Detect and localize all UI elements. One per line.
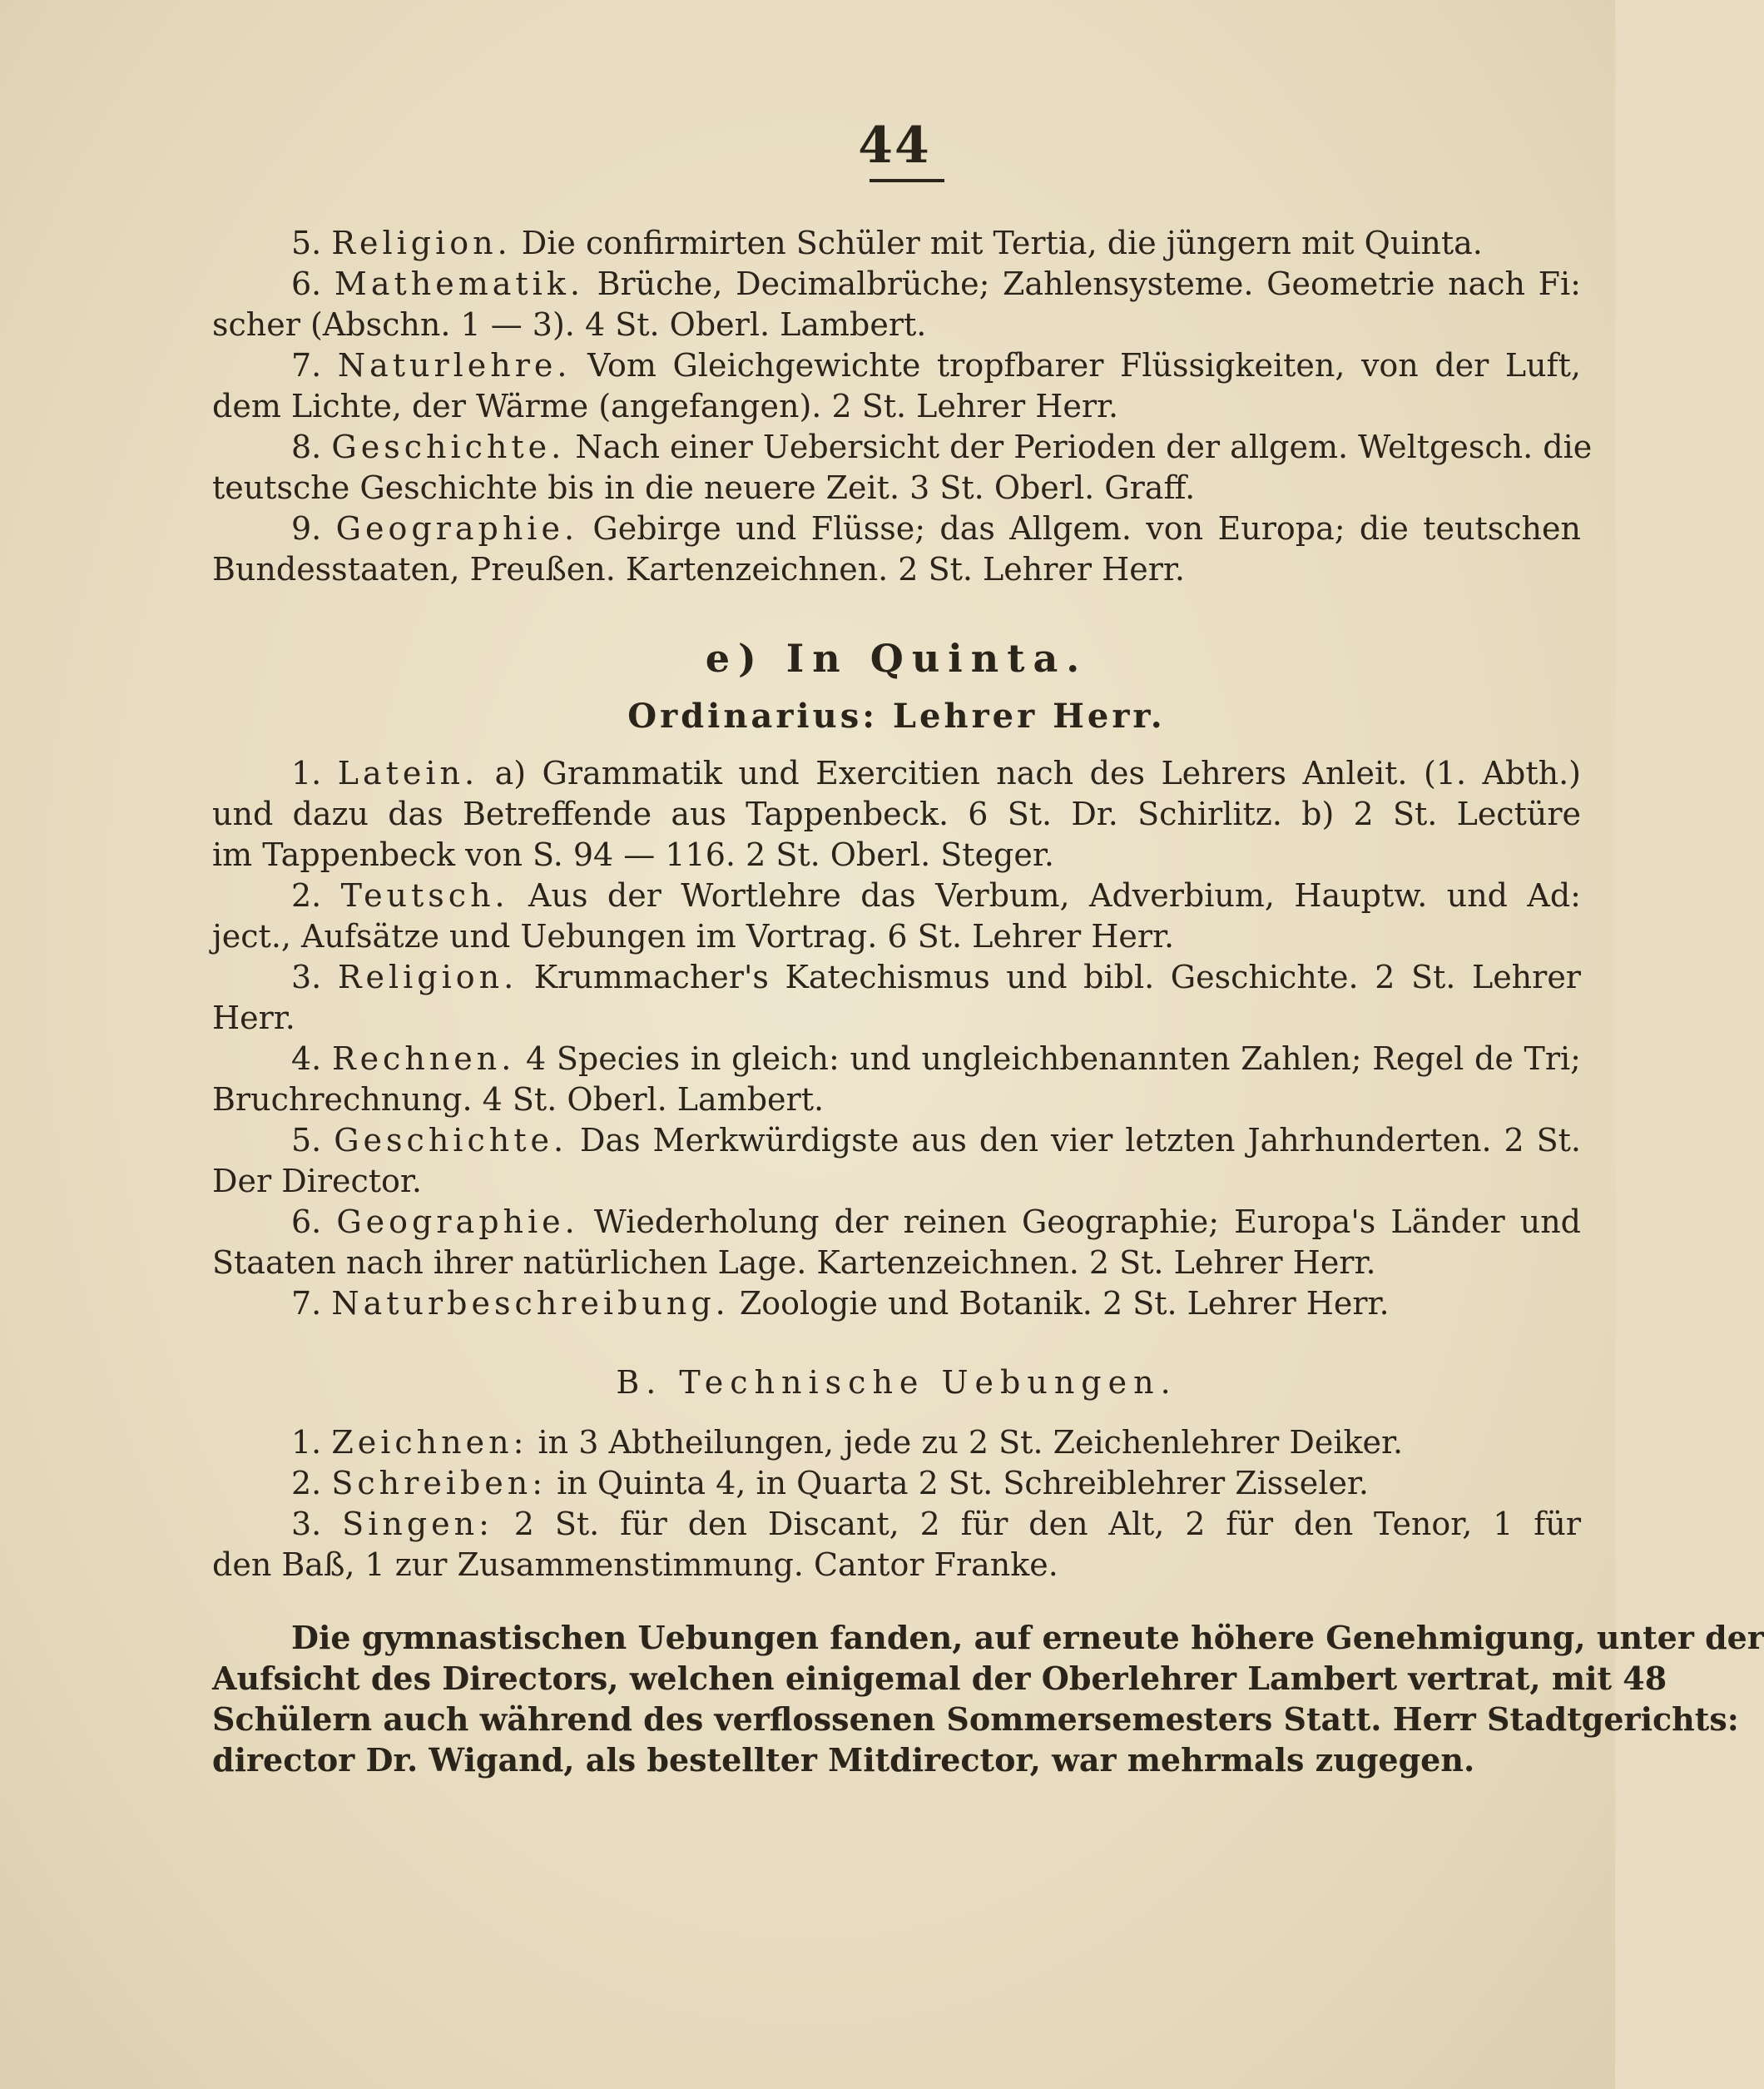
item-number: 2. — [291, 877, 322, 914]
item-number: 6. — [291, 1203, 322, 1240]
list-item — [212, 1039, 1581, 1120]
item-number: 1. — [291, 1424, 322, 1461]
item-text: teutsche Geschichte bis in die neuere Zeit. 3 St. Oberl. Graff. — [212, 469, 1196, 506]
list-item — [212, 1283, 1581, 1324]
item-number: 8. — [291, 429, 322, 465]
item-first-line — [212, 427, 1593, 468]
item-text: Das Merkwürdigste aus den vier letzten Jahrhunderten. 2 St. — [580, 1122, 1581, 1159]
list-item — [212, 345, 1581, 427]
list-item — [212, 1422, 1581, 1463]
section-heading-technical-exercises: B. Technische Uebungen. — [616, 1364, 1177, 1401]
item-subject: Geographie. — [336, 1203, 579, 1240]
item-text: Staaten nach ihrer natürlichen Lage. Kartenzeichnen. 2 St. Lehrer Herr. — [212, 1244, 1376, 1281]
item-text: Gebirge und Flüsse; das Allgem. von Europa; die teutschen — [592, 510, 1581, 547]
item-subject: Zeichnen: — [331, 1424, 528, 1461]
page-number: 44 — [858, 117, 931, 175]
item-first-line — [212, 1463, 1581, 1504]
item-text: Wiederholung der reinen Geographie; Europa's Länder und — [593, 1203, 1581, 1240]
item-continuation-line — [212, 1545, 1581, 1585]
item-continuation-line — [212, 835, 1581, 876]
paragraph-gap — [212, 1585, 1581, 1617]
item-subject: Geographie. — [335, 510, 579, 547]
list-item — [212, 509, 1581, 590]
item-first-line — [212, 1422, 1581, 1463]
item-text: Vom Gleichgewichte tropfbarer Flüssigkeiten, von der Luft, — [587, 347, 1581, 384]
item-text: dem Lichte, der Wärme (angefangen). 2 St. Lehrer Herr. — [212, 388, 1119, 424]
item-text: im Tappenbeck von S. 94 — 116. 2 St. Oberl. Steger. — [212, 836, 1054, 873]
item-continuation-line — [212, 549, 1581, 590]
item-number: 5. — [291, 225, 322, 261]
item-continuation-line — [212, 1243, 1581, 1283]
item-first-line — [212, 957, 1581, 998]
list-item — [212, 1120, 1581, 1202]
item-text: Krummacher's Katechismus und bibl. Geschichte. 2 St. Lehrer — [533, 959, 1581, 995]
item-text: Brüche, Decimalbrüche; Zahlensysteme. Geometrie nach Fi: — [597, 265, 1581, 302]
technical-exercise-list — [212, 1422, 1581, 1585]
item-subject: Naturbeschreibung. — [331, 1285, 730, 1322]
item-number: 3. — [291, 1506, 322, 1542]
item-subject: Rechnen. — [331, 1040, 516, 1077]
item-text: Aus der Wortlehre das Verbum, Adverbium, Hauptw. und Ad: — [528, 877, 1581, 914]
item-number: 9. — [291, 510, 322, 547]
item-first-line — [212, 876, 1581, 916]
item-first-line — [212, 1120, 1581, 1161]
item-first-line — [212, 1283, 1581, 1324]
list-item — [212, 1463, 1581, 1504]
item-text: Zoologie und Botanik. 2 St. Lehrer Herr. — [739, 1285, 1390, 1322]
item-subject: Religion. — [331, 225, 512, 261]
item-first-line — [212, 1202, 1581, 1243]
list-item — [212, 957, 1581, 1039]
item-subject: Naturlehre. — [337, 347, 572, 384]
item-continuation-line — [212, 998, 1581, 1039]
item-subject: Schreiben: — [331, 1465, 548, 1501]
upper-course-list — [212, 223, 1593, 590]
list-item — [212, 427, 1593, 509]
page-content — [212, 223, 1764, 1780]
paragraph-line: Aufsicht des Directors, welchen einigemal der Oberlehrer Lambert vertrat, mit 48 — [212, 1660, 1667, 1697]
item-continuation-line — [212, 1079, 1581, 1120]
item-continuation-line — [212, 468, 1581, 509]
section-heading-quinta: e) In Quinta. — [705, 636, 1088, 681]
item-number: 3. — [291, 959, 322, 995]
item-number: 4. — [291, 1040, 322, 1077]
item-text: 4 Species in gleich: und ungleichbenannten Zahlen; Regel de Tri; — [526, 1040, 1581, 1077]
item-first-line — [212, 223, 1581, 264]
item-continuation-line — [212, 386, 1581, 427]
item-subject: Geschichte. — [334, 1122, 568, 1159]
page-number-underline — [870, 179, 944, 182]
item-subject: Singen: — [342, 1506, 493, 1542]
item-text: in 3 Abtheilungen, jede zu 2 St. Zeichenlehrer Deiker. — [538, 1424, 1404, 1461]
item-text: und dazu das Betreffende aus Tappenbeck. 6 St. Dr. Schirlitz. b) 2 St. Lectüre — [212, 796, 1581, 832]
item-subject: Religion. — [337, 959, 518, 995]
list-item — [212, 876, 1581, 957]
item-number: 7. — [291, 347, 322, 384]
item-subject: Geschichte. — [331, 429, 566, 465]
item-first-line — [212, 264, 1581, 305]
item-text: ject., Aufsätze und Uebungen im Vortrag. 6 St. Lehrer Herr. — [212, 918, 1175, 955]
item-text: Herr. — [212, 1000, 295, 1036]
item-text: Nach einer Uebersicht der Perioden der allgem. Weltgesch. die — [575, 429, 1593, 465]
item-first-line — [212, 753, 1581, 794]
list-item — [212, 1504, 1581, 1585]
item-subject: Teutsch. — [340, 877, 509, 914]
item-number: 2. — [291, 1465, 322, 1501]
item-first-line — [212, 1504, 1581, 1545]
item-first-line — [212, 1039, 1581, 1079]
item-number: 7. — [291, 1285, 322, 1322]
item-continuation-line — [212, 1161, 1581, 1202]
item-text: Der Director. — [212, 1163, 422, 1199]
item-text: Bundesstaaten, Preußen. Kartenzeichnen. 2 St. Lehrer Herr. — [212, 551, 1185, 588]
item-continuation-line — [212, 305, 1581, 345]
item-continuation-line — [212, 794, 1581, 835]
closing-paragraph — [212, 1617, 1764, 1780]
paragraph-line: director Dr. Wigand, als bestellter Mitdirector, war mehrmals zugegen. — [212, 1741, 1475, 1779]
item-first-line — [212, 509, 1581, 549]
quinta-course-list — [212, 753, 1581, 1324]
item-first-line — [212, 345, 1581, 386]
item-text: scher (Abschn. 1 — 3). 4 St. Oberl. Lambert. — [212, 306, 927, 343]
list-item — [212, 264, 1581, 345]
item-subject: Latein. — [337, 755, 479, 791]
item-text: 2 St. für den Discant, 2 für den Alt, 2 für den Tenor, 1 für — [513, 1506, 1581, 1542]
item-text: a) Grammatik und Exercitien nach des Lehrers Anleit. (1. Abth.) — [494, 755, 1581, 791]
paragraph-line: Die gymnastischen Uebungen fanden, auf erneute höhere Genehmigung, unter der — [291, 1619, 1764, 1656]
item-text: Bruchrechnung. 4 St. Oberl. Lambert. — [212, 1081, 825, 1118]
item-number: 5. — [291, 1122, 322, 1159]
item-text: in Quinta 4, in Quarta 2 St. Schreiblehrer Zisseler. — [557, 1465, 1370, 1501]
item-text: den Baß, 1 zur Zusammenstimmung. Cantor Franke. — [212, 1546, 1058, 1583]
item-number: 6. — [291, 265, 322, 302]
list-item — [212, 223, 1581, 264]
paragraph-line: Schülern auch während des verflossenen Sommersemesters Statt. Herr Stadtgerichts: — [212, 1700, 1739, 1738]
item-continuation-line — [212, 916, 1581, 957]
list-item — [212, 1202, 1581, 1283]
list-item — [212, 753, 1581, 876]
item-number: 1. — [291, 755, 322, 791]
item-text: Die confirmirten Schüler mit Tertia, die jüngern mit Quinta. — [521, 225, 1483, 261]
ordinarius-line: Ordinarius: Lehrer Herr. — [627, 697, 1166, 736]
item-subject: Mathematik. — [334, 265, 584, 302]
